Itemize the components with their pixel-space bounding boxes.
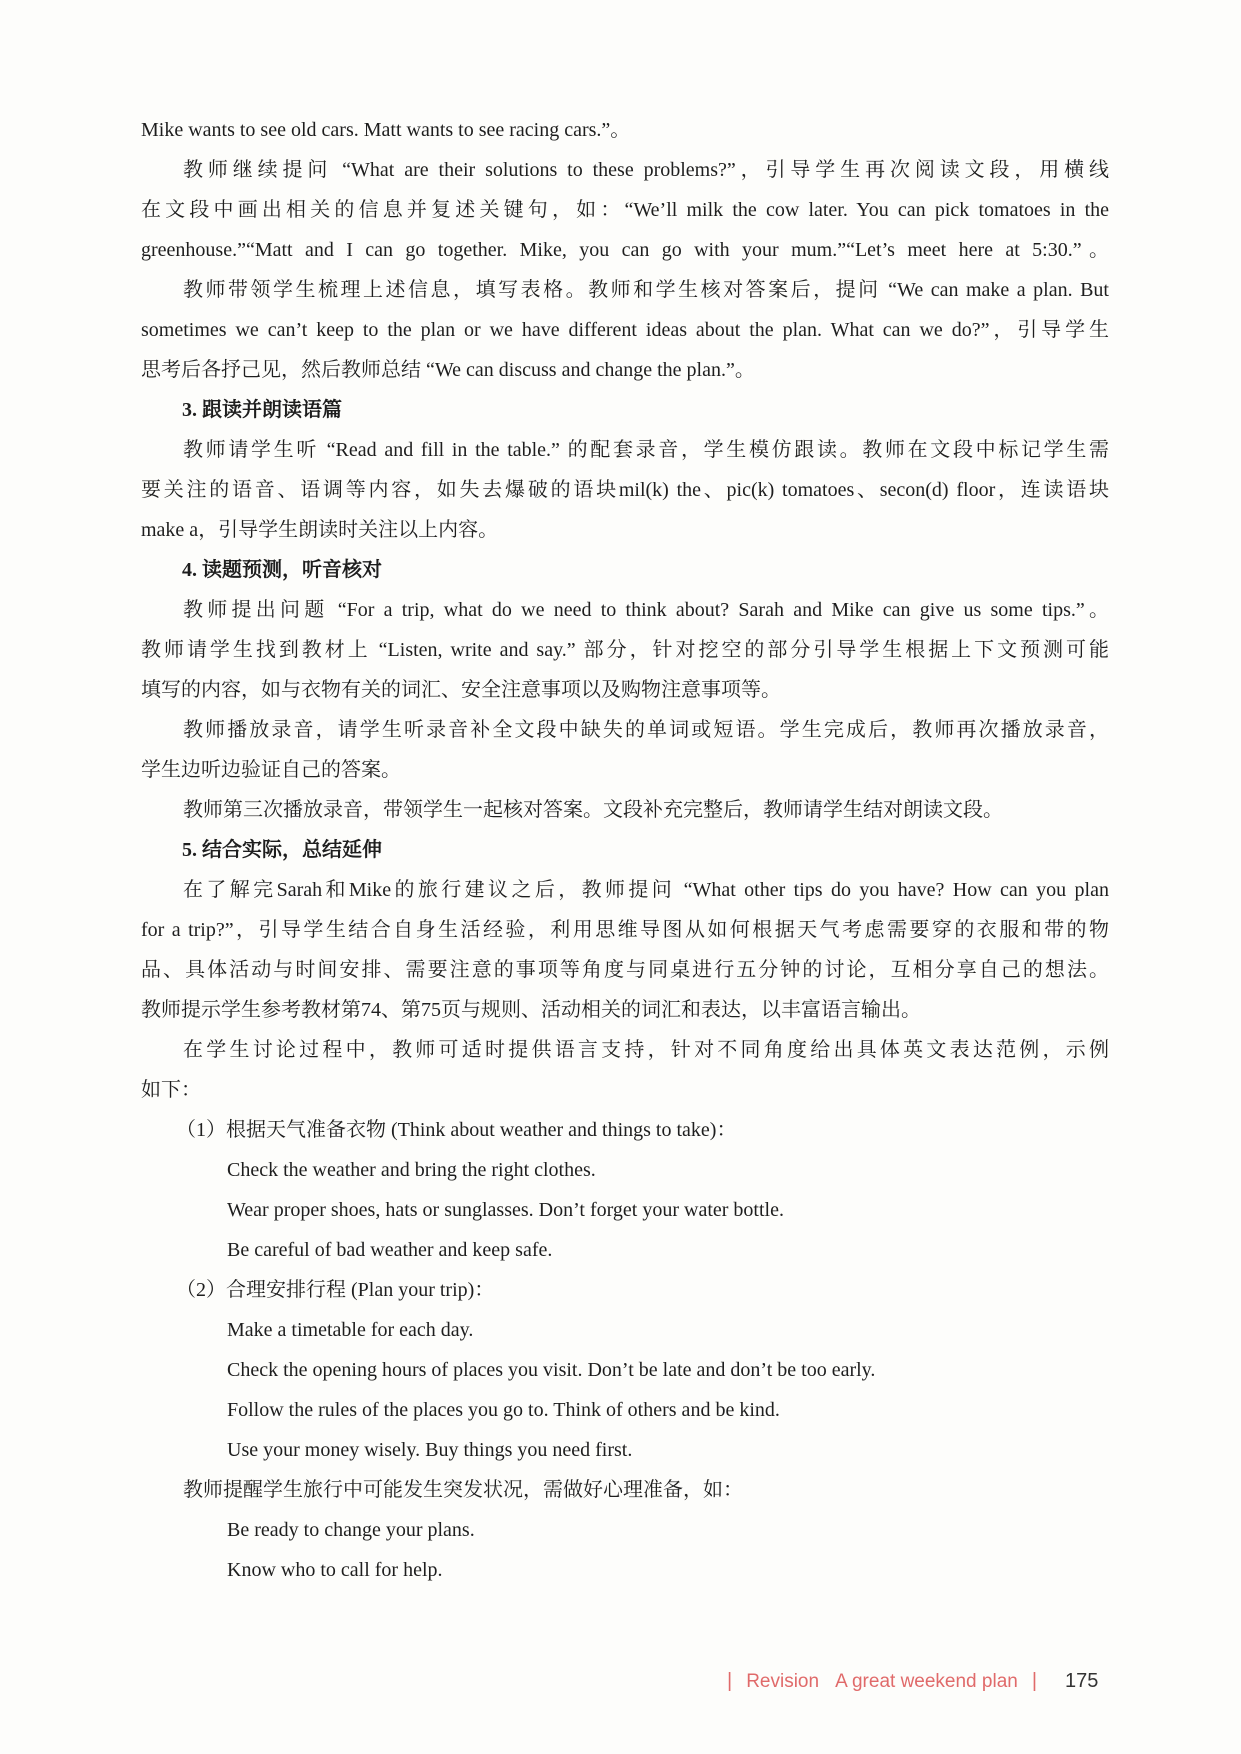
example-sentence: Make a timetable for each day. <box>227 1319 474 1341</box>
page-footer <box>727 1670 1098 1693</box>
list-heading: （2）合理安排行程 (Plan your trip)： <box>176 1279 495 1301</box>
example-sentence: Check the weather and bring the right clothes. <box>227 1159 596 1181</box>
text-line: 思考后各抒己见，然后教师总结 “We can discuss and change the plan.”。 <box>141 359 755 381</box>
text-line: greenhouse.”“Matt and I can go together. Mike, you can go with your mum.”“Let’s meet here at 5:30.”。 <box>141 239 1109 261</box>
example-sentence: Wear proper shoes, hats or sunglasses. Don’t forget your water bottle. <box>227 1199 784 1221</box>
text-line: 教师请学生听 “Read and fill in the table.” 的配套录音，学生模仿跟读。教师在文段中标记学生需 <box>183 439 1109 461</box>
footer-left-divider: | <box>727 1670 733 1692</box>
text-line: 教师播放录音，请学生听录音补全文段中缺失的单词或短语。学生完成后，教师再次播放录音， <box>183 719 1109 741</box>
footer-section-label: Revision <box>746 1670 820 1692</box>
example-sentence: Use your money wisely. Buy things you need first. <box>227 1439 633 1461</box>
page-body <box>141 110 1109 1590</box>
text-line: 填写的内容，如与衣物有关的词汇、安全注意事项以及购物注意事项等。 <box>141 679 781 701</box>
page-number: 175 <box>1065 1670 1099 1692</box>
text-line: Mike wants to see old cars. Matt wants to see racing cars.”。 <box>141 119 631 141</box>
text-line: 品、具体活动与时间安排、需要注意的事项等角度与同桌进行五分钟的讨论，互相分享自己的想法。 <box>141 959 1109 981</box>
text-line: 要关注的语音、语调等内容，如失去爆破的语块mil(k) the、pic(k) tomatoes、secon(d) floor，连读语块 <box>141 479 1109 501</box>
section-heading: 4. 读题预测，听音核对 <box>182 559 382 581</box>
example-sentence: Be ready to change your plans. <box>227 1519 475 1541</box>
text-line: 教师继续提问 “What are their solutions to these problems?”，引导学生再次阅读文段，用横线 <box>183 159 1109 181</box>
example-sentence: Check the opening hours of places you visit. Don’t be late and don’t be too early. <box>227 1359 876 1381</box>
text-line: 教师提出问题 “For a trip, what do we need to think about? Sarah and Mike can give us some tips.”。 <box>183 599 1109 621</box>
text-line: 教师提示学生参考教材第74、第75页与规则、活动相关的词汇和表达，以丰富语言输出。 <box>141 999 921 1021</box>
example-sentence: Follow the rules of the places you go to. Think of others and be kind. <box>227 1399 780 1421</box>
text-line: 学生边听边验证自己的答案。 <box>141 759 401 781</box>
text-line: 如下： <box>141 1079 201 1101</box>
footer-unit-title: A great weekend plan <box>835 1670 1018 1692</box>
section-heading: 3. 跟读并朗读语篇 <box>182 399 342 421</box>
footer-right-divider: | <box>1031 1670 1038 1692</box>
text-line: sometimes we can’t keep to the plan or we have different ideas about the plan. What can we do?”，引导学生 <box>141 319 1109 341</box>
text-line: 教师第三次播放录音，带领学生一起核对答案。文段补充完整后，教师请学生结对朗读文段。 <box>183 799 1003 821</box>
section-heading: 5. 结合实际，总结延伸 <box>182 839 382 861</box>
text-line: 教师请学生找到教材上 “Listen, write and say.” 部分，针对挖空的部分引导学生根据上下文预测可能 <box>141 639 1109 661</box>
text-line: 在了解完Sarah和Mike的旅行建议之后，教师提问 “What other tips do you have? How can you plan <box>183 879 1109 901</box>
text-line: make a，引导学生朗读时关注以上内容。 <box>141 519 499 541</box>
text-line: 在文段中画出相关的信息并复述关键句，如：“We’ll milk the cow later. You can pick tomatoes in the <box>141 199 1109 221</box>
text-line: 教师提醒学生旅行中可能发生突发状况，需做好心理准备，如： <box>183 1479 743 1501</box>
text-line: 在学生讨论过程中，教师可适时提供语言支持，针对不同角度给出具体英文表达范例，示例 <box>183 1039 1109 1061</box>
example-sentence: Be careful of bad weather and keep safe. <box>227 1239 553 1261</box>
text-line: 教师带领学生梳理上述信息，填写表格。教师和学生核对答案后，提问 “We can make a plan. But <box>183 279 1109 301</box>
list-heading: （1）根据天气准备衣物 (Think about weather and things to take)： <box>176 1119 737 1141</box>
example-sentence: Know who to call for help. <box>227 1559 443 1581</box>
text-line: for a trip?”，引导学生结合自身生活经验，利用思维导图从如何根据天气考虑需要穿的衣服和带的物 <box>141 919 1109 941</box>
